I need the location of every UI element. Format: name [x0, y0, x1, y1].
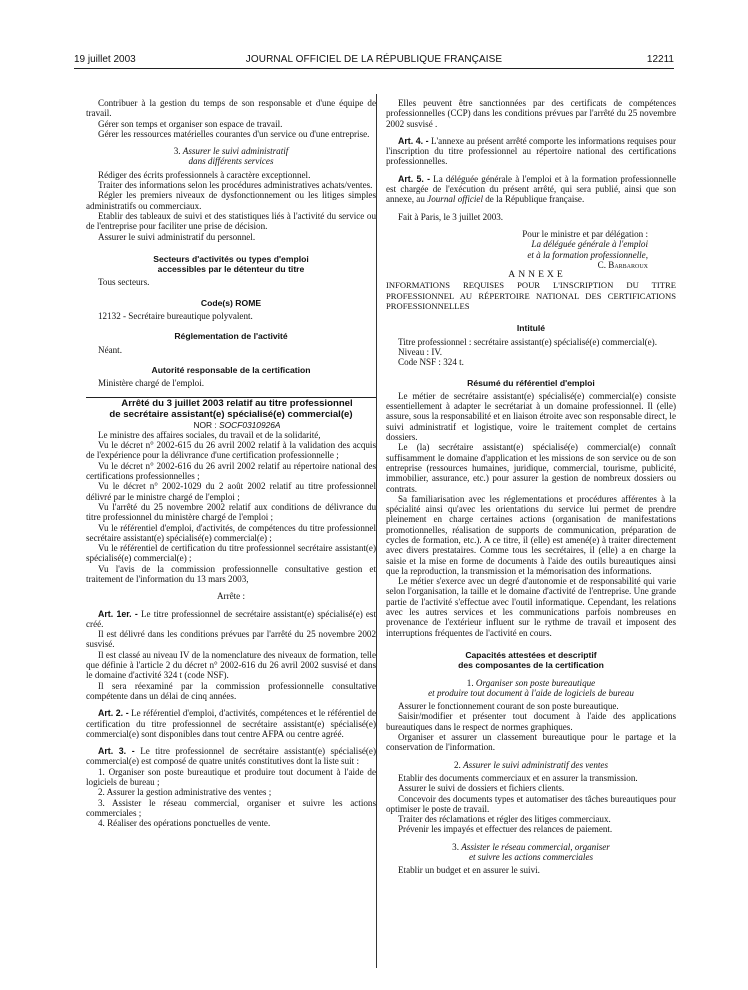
subsection-heading [386, 678, 676, 699]
annexe-subtitle: INFORMATIONS REQUISES POUR L'INSCRIPTION DU TITRE PROFESSIONNEL AU RÉPERTOIRE NATIONAL DES CERTIFICATIONS PROFESSIONNELLES [386, 280, 676, 312]
paragraph: 12132 - Secrétaire bureautique polyvalent. [98, 311, 253, 322]
subsection-heading [86, 146, 376, 167]
date-place: Fait à Paris, le 3 juillet 2003. [398, 211, 504, 222]
article-text: Le référentiel d'emploi, d'activités, compétences et le référentiel de certification du titre professionnel de secrétaire assistant(e) spécialisé(e) commercial(e) sont disponibles dans tout centre AFPA ou centre agréé. [86, 708, 376, 739]
paragraph: Assurer le suivi administratif du personnel. [98, 231, 256, 242]
header-date: 19 juillet 2003 [74, 54, 136, 65]
paragraph: Le ministre des affaires sociales, du travail et de la solidarité, [98, 429, 321, 440]
paragraph: Contribuer à la gestion du temps de son responsable et d'une équipe de travail. [86, 98, 376, 119]
article-4 [386, 136, 676, 167]
paragraph: Vu le décret n° 2002-616 du 26 avril 2002 relatif au répertoire national des certifications professionnelles ; [86, 460, 376, 482]
paragraph: Niveau : IV. [398, 346, 443, 357]
page-header [74, 54, 674, 68]
section-heading-intitule: Intitulé [516, 323, 546, 334]
header-rule [74, 68, 674, 69]
section-heading-resume: Résumé du référentiel d'emploi [467, 377, 595, 388]
section-heading-autorite: Autorité responsable de la certification [151, 364, 311, 375]
paragraph: Vu le décret n° 2002-1029 du 2 août 2002 relatif au titre professionnel délivré par le ministre chargé de l'emploi ; [86, 481, 376, 502]
paragraph: Le métier de secrétaire assistant(e) spécialisé(e) commercial(e) consiste essentiellement à adapter le secrétariat à un domaine professionnel. Il (elle) assure, sous la responsabilité et en liaison étroite avec son responsable direct, le suivi administratif et logistique, voire le traitement complet de certains dossiers. [386, 390, 676, 443]
article-text: Le titre professionnel de secrétaire assistant(e) spécialisé(e) est créé. [86, 608, 376, 629]
paragraph: Concevoir des documents types et automatiser des tâches bureautiques pour optimiser le poste de travail. [386, 793, 676, 814]
paragraph: Régler les premiers niveaux de dysfonctionnement ou les litiges simples administratifs ou commerciaux. [86, 190, 376, 211]
paragraph: Code NSF : 324 t. [398, 357, 464, 368]
journal-officiel-italic: Journal officiel [427, 194, 483, 205]
paragraph: Vu le référentiel d'emploi, d'activités, de compétences du titre professionnel secrétaire assistant(e) spécialisé(e) commercial(e) ; [86, 522, 376, 543]
paragraph: Traiter des informations selon les procédures administratives achats/ventes. [98, 180, 373, 191]
paragraph: Assurer le suivi de dossiers et fichiers clients. [398, 783, 565, 794]
paragraph: Etablir des tableaux de suivi et des statistiques liés à l'activité du service ou de l'entreprise pour faciliter une prise de décision. [86, 210, 376, 232]
heading-line2: accessibles par le détenteur du titre [157, 264, 305, 275]
signature-name: C. Barbaroux [597, 259, 648, 270]
nor-label: NOR : [193, 419, 220, 430]
heading-line1: Secteurs d'activités ou types d'emploi [153, 253, 309, 264]
paragraph: Saisir/modifier et présenter tout document à l'aide des applications bureautiques dans le respect de normes graphiques. [386, 711, 676, 732]
paragraph: Assurer le fonctionnement courant de son poste bureautique. [398, 701, 619, 712]
paragraph: Vu l'avis de la commission professionnelle consultative gestion et traitement de l'information du 13 mars 2003, [86, 563, 376, 584]
signature-line1: Pour le ministre et par délégation : [522, 228, 648, 239]
paragraph: Il est classé au niveau IV de la nomenclature des niveaux de formation, telle que définie à l'article 2 du décret n° 2002-616 du 26 avril 2002 susvisé et dans le domaine d'activité 324 t (code NSF). [86, 649, 376, 681]
subsection-number: 3. [452, 841, 459, 852]
heading-line2: des composantes de la certification [458, 660, 604, 671]
nor-code: SOCF0310926A [219, 419, 281, 430]
paragraph: Elles peuvent être sanctionnées par des certificats de compétences professionnelles (CCP) dans les conditions prévues par l'arrêté du 25 novembre 2002 susvisé . [386, 98, 676, 129]
section-heading-reglementation: Réglementation de l'activité [174, 331, 288, 342]
article-3 [86, 746, 376, 767]
paragraph: Le métier s'exerce avec un degré d'autonomie et de responsabilité qui varie selon l'organisation, la taille et le domaine d'activité de l'entreprise. Une grande partie de l'activité s'effectue avec l'outil informatique. Cependant, les relations avec les autres services et les communications parfois nombreuses en provenance de l'extérieur influent sur le rythme de travail et imposent des interruptions fréquentes de l'activité en cours. [386, 576, 676, 638]
section-heading-rome: Code(s) ROME [200, 297, 262, 308]
annexe-heading: ANNEXE [508, 269, 566, 281]
paragraph: Il est délivré dans les conditions prévues par l'arrêté du 25 novembre 2002 susvisé. [86, 629, 376, 650]
paragraph: Traiter des réclamations et régler des litiges commerciaux. [398, 814, 611, 825]
subsection-title-line2: et produire tout document à l'aide de logiciels de bureau [428, 687, 634, 698]
paragraph: Titre professionnel : secrétaire assistant(e) spécialisé(e) commercial(e). [398, 336, 657, 347]
subsection-number: 3. [173, 146, 181, 157]
subsection-title-line1: Assister le réseau commercial, organiser [461, 841, 610, 852]
list-item: 3. Assister le réseau commercial, organiser et suivre les actions commerciales ; [86, 797, 376, 818]
subsection-title-line1: Assurer le suivi administratif des ventes [463, 759, 608, 770]
subsection-title-line1: Organiser son poste bureautique [475, 677, 596, 688]
signature-line2: La déléguée générale à l'emploi [531, 239, 648, 250]
subsection-title-line1: Assurer le suivi administratif [182, 146, 289, 157]
article-label: Art. 1er. - [98, 608, 138, 619]
subsection-number: 1. [466, 677, 474, 688]
arrete-title-line1: Arrêté du 3 juillet 2003 relatif au titre professionnel [121, 397, 353, 409]
nor-reference [86, 420, 376, 430]
paragraph: Vu l'arrêté du 25 novembre 2002 relatif aux conditions de délivrance du titre professionnel du ministère chargé de l'emploi ; [86, 501, 376, 523]
column-separator [376, 94, 377, 968]
paragraph: Ministère chargé de l'emploi. [98, 378, 205, 389]
subsection-number: 2. [453, 759, 461, 770]
arrete-word: Arrête : [216, 591, 246, 602]
subsection-title-line2: et suivre les actions commerciales [468, 852, 594, 862]
left-column [86, 98, 376, 980]
paragraph: Prévenir les impayés et effectuer des relances de paiement. [398, 824, 613, 835]
list-item: 4. Réaliser des opérations ponctuelles de vente. [98, 818, 271, 829]
paragraph: Rédiger des écrits professionnels à caractère exceptionnel. [98, 169, 311, 180]
subsection-heading [386, 760, 676, 770]
article-1 [86, 609, 376, 630]
subsection-title-line2: dans différents services [188, 156, 274, 167]
article-text: L'annexe au présent arrêté comporte les informations requises pour l'inscription du titre professionnel au répertoire national des certifications professionnelles. [386, 135, 676, 167]
article-2 [86, 708, 376, 739]
paragraph: Etablir des documents commerciaux et en assurer la transmission. [398, 772, 638, 783]
article-label: Art. 4. - [398, 135, 429, 146]
paragraph: Vu le décret n° 2002-615 du 26 avril 2002 relatif à la validation des acquis de l'expérience pour la délivrance d'une certification professionnelle ; [86, 440, 376, 461]
header-journal-title: JOURNAL OFFICIEL DE LA RÉPUBLIQUE FRANÇAISE [245, 54, 503, 65]
paragraph: Néant. [98, 344, 122, 355]
signature-line3: et à la formation professionnelle, [527, 249, 648, 260]
paragraph: Vu le référentiel de certification du titre professionnel secrétaire assistant(e) spécialisé(e) commercial(e) ; [86, 543, 376, 564]
subsection-heading [386, 842, 676, 863]
arrete-title [86, 398, 376, 420]
header-page-number: 12211 [646, 54, 674, 65]
paragraph: Il sera réexaminé par la commission professionnelle consultative compétente dans un délai de cinq années. [86, 680, 376, 701]
heading-line1: Capacités attestées et descriptif [465, 649, 597, 660]
paragraph: Le (la) secrétaire assistant(e) spécialisé(e) commercial(e) connaît suffisamment le domaine d'application et les missions de son service ou de son entreprise (ressources humaines, juridique, commercial, tourisme, publicité, immobilier, assurance, etc.) pour assurer la gestion de nombreux dossiers ou contrats. [386, 442, 676, 494]
section-heading-secteurs [86, 254, 376, 275]
paragraph: Tous secteurs. [98, 277, 150, 288]
paragraph: Gérer son temps et organiser son espace de travail. [98, 118, 283, 129]
article-label: Art. 2. - [98, 708, 129, 719]
article-label: Art. 3. - [98, 746, 135, 757]
article-5 [386, 174, 676, 205]
article-text: La déléguée générale à l'emploi et à la formation professionnelle est chargée de l'exécution du présent arrêté, qui sera publié, ainsi que son annexe, au [386, 173, 676, 205]
right-column [386, 98, 676, 980]
article-text-end: de la République française. [482, 194, 585, 205]
section-heading-capacites [386, 650, 676, 671]
list-item: 2. Assurer la gestion administrative des ventes ; [98, 787, 272, 798]
arrete-title-line2: de secrétaire assistant(e) spécialisé(e) commercial(e) [109, 408, 353, 420]
paragraph: Gérer les ressources matérielles courantes d'un service ou d'une entreprise. [98, 128, 370, 139]
article-label: Art. 5. - [398, 173, 431, 184]
paragraph: Etablir un budget et en assurer le suivi. [398, 865, 540, 876]
article-text: Le titre professionnel de secrétaire assistant(e) spécialisé(e) commercial(e) est composé de quatre unités constitutives dont la liste suit : [86, 746, 376, 767]
paragraph: Organiser et assurer un classement bureautique pour le partage et la conservation de l'information. [386, 732, 676, 753]
paragraph: Sa familiarisation avec les réglementations et procédures afférentes à la spécialité ainsi qu'avec les orientations du service lui permet de prendre pleinement en charge certaines actions (organisation de manifestations promotionnelles, réalisation de supports de communication, préparation de cycles de formation, etc.). A ce titre, il (elle) est amené(e) à traiter directement avec divers prestataires. Comme tous les secrétaires, il (elle) a en charge la saisie et la mise en forme de documents à l'aide des outils bureautiques ainsi que la reproduction, la transmission et la mémorisation des informations. [386, 493, 676, 576]
list-item: 1. Organiser son poste bureautique et produire tout document à l'aide de logiciels de bureau ; [86, 766, 376, 788]
